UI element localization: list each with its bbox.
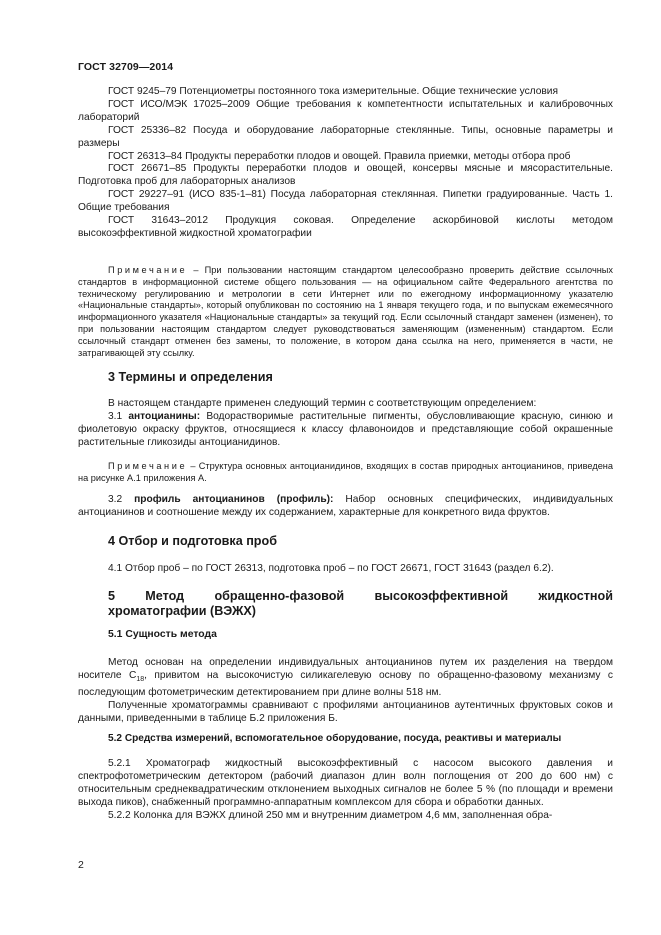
term-3-1 bbox=[78, 411, 613, 450]
reference-item: ГОСТ 25336–82 Посуда и оборудование лабораторные стеклянные. Типы, основные параметры и размеры bbox=[78, 124, 613, 149]
subsection-5-1-heading: 5.1 Сущность метода bbox=[108, 629, 217, 640]
subsection-5-2 bbox=[78, 733, 613, 746]
section-4-body bbox=[78, 563, 613, 576]
text-run: , привитом на высокочистую силикагелевую основу по обращенно-фазовому механизму с последующим фотометрическим детектированием при длине волны 518 нм. bbox=[78, 669, 613, 698]
text-run: Метод основан на определении индивидуальных антоцианинов путем их разделения на твердом носителе С bbox=[78, 657, 613, 681]
note-label: Примечание bbox=[108, 265, 188, 275]
subsection-5-2-body bbox=[78, 758, 613, 823]
section-3-heading: 3 Термины и определения bbox=[108, 370, 273, 384]
references-note bbox=[78, 265, 613, 359]
reference-item: ГОСТ 26313–84 Продукты переработки плодов и овощей. Правила приемки, методы отбора проб bbox=[108, 150, 571, 162]
note-text: – Структура основных антоцианидинов, входящих в состав природных антоцианинов, приведена на рисунке А.1 приложения А. bbox=[78, 461, 613, 483]
reference-item: ГОСТ 26671–85 Продукты переработки плодов и овощей, консервы мясные и мясорастительные. Подготовка проб для лабораторных анализов bbox=[78, 163, 613, 188]
section-4 bbox=[78, 535, 613, 548]
page-number: 2 bbox=[78, 859, 84, 871]
paragraph: Полученные хроматограммы сравнивают с профилями антоцианинов аутентичных фруктовых соков и данными, приведенными в таблице Б.2 приложения Б. bbox=[78, 699, 613, 724]
term-3-2-block bbox=[78, 494, 613, 520]
heading-word: жидкостной bbox=[538, 589, 613, 603]
reference-item: ГОСТ 9245–79 Потенциометры постоянного тока измерительные. Общие технические условия bbox=[108, 86, 559, 97]
subsection-5-1-body bbox=[78, 657, 613, 726]
term-definition: Набор основных специфических, индивидуальных антоцианинов и соотношение между их содержанием, характерные для конкретного вида фруктов. bbox=[78, 494, 613, 518]
section-3-intro: В настоящем стандарте применен следующий термин с соответствующим определением: bbox=[108, 398, 537, 409]
paragraph bbox=[78, 657, 613, 700]
reference-item: ГОСТ 31643–2012 Продукция соковая. Определение аскорбиновой кислоты методом высокоэффективной жидкостной хроматографии bbox=[78, 215, 613, 239]
term-definition: Водорастворимые растительные пигменты, обусловливающие красную, синюю и фиолетовую окраску фруктов, относящиеся к классу флавоноидов и представляющие собой окрашенные растительные гликозиды антоцианидинов. bbox=[78, 410, 613, 448]
section-4-text: 4.1 Отбор проб – по ГОСТ 26313, подготовка проб – по ГОСТ 26671, ГОСТ 31643 (раздел 6.2). bbox=[108, 563, 554, 574]
term-name: профиль антоцианинов (профиль): bbox=[134, 494, 334, 505]
term-number: 3.1 bbox=[108, 410, 129, 422]
heading-word: обращенно-фазовой bbox=[214, 589, 345, 603]
subscript: 18 bbox=[136, 675, 145, 683]
heading-word: Метод bbox=[145, 589, 185, 603]
note-text: – При пользовании настоящим стандартом целесообразно проверить действие ссылочных стандартов в информационной системе общего пользования — на официальном сайте Федерального агентства по техническому регулированию и метрологии в сети Интернет или по ежегодному информационному указателю «Национальные стандарты», который опубликован по состоянию на 1 января текущего года, и по выпускам ежемесячного информационного указателя «Национальные стандарты» за текущий год. Если ссылочный стандарт заменен (изменен), то при пользовании настоящим стандартом следует руководствоваться заменяющим (измененным) стандартом. Если ссылочный стандарт отменен без замены, то положение, в котором дана ссылка на него, применяется в части, не затрагивающей эту ссылку. bbox=[78, 265, 613, 358]
references-list bbox=[78, 86, 613, 241]
section-3 bbox=[78, 371, 613, 384]
heading-word: высокоэффективной bbox=[374, 589, 509, 603]
paragraph: 5.2.1 Хроматограф жидкостный высокоэффективный с насосом высокого давления и спектрофотометрическим детектором (рабочий диапазон длин волн поглощения от 200 до 600 нм) с относительным среднеквадратическим отклонением выходных сигналов не более 5 % (по площади и времени выхода пиков), снабженный программно-аппаратным комплексом для сбора и обработки данных. bbox=[78, 758, 613, 808]
document-header: ГОСТ 32709—2014 bbox=[78, 61, 174, 73]
subsection-5-2-heading: 5.2 Средства измерений, вспомогательное оборудование, посуда, реактивы и материалы bbox=[108, 733, 562, 744]
section-5-heading-line2: хроматографии (ВЭЖХ) bbox=[108, 604, 256, 618]
section-5-heading bbox=[78, 589, 613, 619]
reference-item: ГОСТ 29227–91 (ИСО 835-1–81) Посуда лабораторная стеклянная. Пипетки градуированные. Часть 1. Общие требования bbox=[78, 189, 613, 214]
term-name: антоцианины: bbox=[128, 410, 201, 422]
term-3-2 bbox=[78, 494, 613, 520]
section-4-heading: 4 Отбор и подготовка проб bbox=[108, 534, 277, 548]
paragraph: 5.2.2 Колонка для ВЭЖХ длиной 250 мм и внутренним диаметром 4,6 мм, заполненная обра- bbox=[108, 809, 553, 821]
reference-item: ГОСТ ИСО/МЭК 17025–2009 Общие требования к компетентности испытательных и калибровочных лабораторий bbox=[78, 98, 613, 123]
section-5-heading-line1 bbox=[78, 589, 613, 604]
section-3-note bbox=[78, 461, 613, 485]
heading-word: 5 bbox=[108, 589, 116, 603]
subsection-5-1 bbox=[78, 629, 613, 642]
term-number: 3.2 bbox=[108, 494, 135, 505]
note-label: Примечание bbox=[108, 461, 188, 471]
section-3-body bbox=[78, 398, 613, 450]
